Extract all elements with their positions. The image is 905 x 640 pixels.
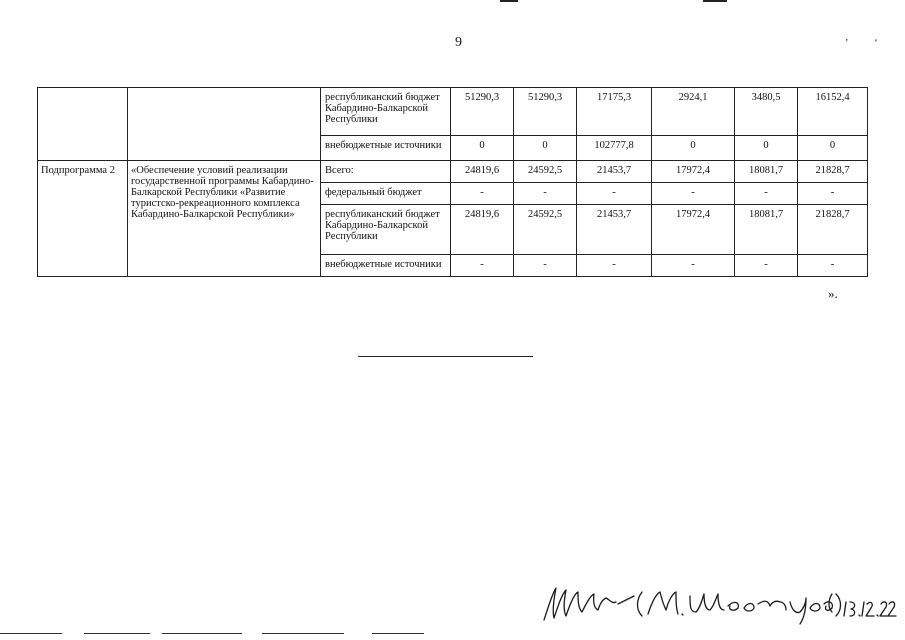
value-cell: 0 [451, 136, 514, 161]
value-cell: - [735, 255, 798, 277]
value-cell: 21828,7 [798, 161, 868, 183]
subprogram-title: «Обеспечение условий реализации государственной программы Кабардино-Балкарской Республики «Развитие туристско-рекреационного комплекса Кабардино-Балкарской Республики» [128, 161, 321, 277]
funding-source-cell: Всего: [321, 161, 451, 183]
value-cell: 102777,8 [577, 136, 652, 161]
footer-rule [162, 633, 242, 634]
subprogram-label: Подпрограмма 2 [38, 161, 128, 277]
funding-source-cell: федеральный бюджет [321, 183, 451, 205]
value-cell: - [514, 255, 577, 277]
table-row [38, 88, 868, 136]
value-cell: 18081,7 [735, 205, 798, 255]
scan-mark-top-right [703, 0, 727, 2]
value-cell: 17175,3 [577, 88, 652, 136]
page-number: 9 [455, 35, 462, 50]
value-cell: 17972,4 [652, 161, 735, 183]
value-cell: 0 [798, 136, 868, 161]
separator-line [358, 356, 533, 357]
funding-source-cell: республиканский бюджет Кабардино-Балкарской Республики [321, 88, 451, 136]
footer-rule [84, 633, 150, 634]
value-cell: 24819,6 [451, 205, 514, 255]
value-cell: - [577, 255, 652, 277]
value-cell: 2924,1 [652, 88, 735, 136]
footer-rule [262, 633, 344, 634]
funding-source-cell: республиканский бюджет Кабардино-Балкарской Республики [321, 205, 451, 255]
value-cell: - [735, 183, 798, 205]
value-cell: - [798, 255, 868, 277]
value-cell: 51290,3 [514, 88, 577, 136]
value-cell: 21453,7 [577, 161, 652, 183]
value-cell: 24592,5 [514, 161, 577, 183]
scan-mark-top-left [500, 0, 518, 2]
value-cell: 21828,7 [798, 205, 868, 255]
budget-table [37, 87, 868, 277]
table-row [38, 161, 868, 183]
row-title-cell-empty [128, 88, 321, 161]
value-cell: 0 [735, 136, 798, 161]
handwritten-signature [538, 580, 898, 628]
value-cell: - [577, 183, 652, 205]
value-cell: 24819,6 [451, 161, 514, 183]
value-cell: 24592,5 [514, 205, 577, 255]
value-cell: 0 [514, 136, 577, 161]
value-cell: - [451, 183, 514, 205]
value-cell: 3480,5 [735, 88, 798, 136]
value-cell: - [514, 183, 577, 205]
value-cell: 21453,7 [577, 205, 652, 255]
funding-source-cell: внебюджетные источники [321, 255, 451, 277]
value-cell: 51290,3 [451, 88, 514, 136]
footer-rule [0, 633, 62, 634]
value-cell: - [798, 183, 868, 205]
value-cell: 17972,4 [652, 205, 735, 255]
value-cell: - [451, 255, 514, 277]
row-label-cell-empty [38, 88, 128, 161]
scan-specks: ’‘ [845, 38, 904, 49]
funding-source-cell: внебюджетные источники [321, 136, 451, 161]
value-cell: 18081,7 [735, 161, 798, 183]
value-cell: 0 [652, 136, 735, 161]
value-cell: - [652, 255, 735, 277]
value-cell: 16152,4 [798, 88, 868, 136]
footer-rule [372, 633, 424, 634]
value-cell: - [652, 183, 735, 205]
closing-quote: ». [828, 286, 838, 301]
